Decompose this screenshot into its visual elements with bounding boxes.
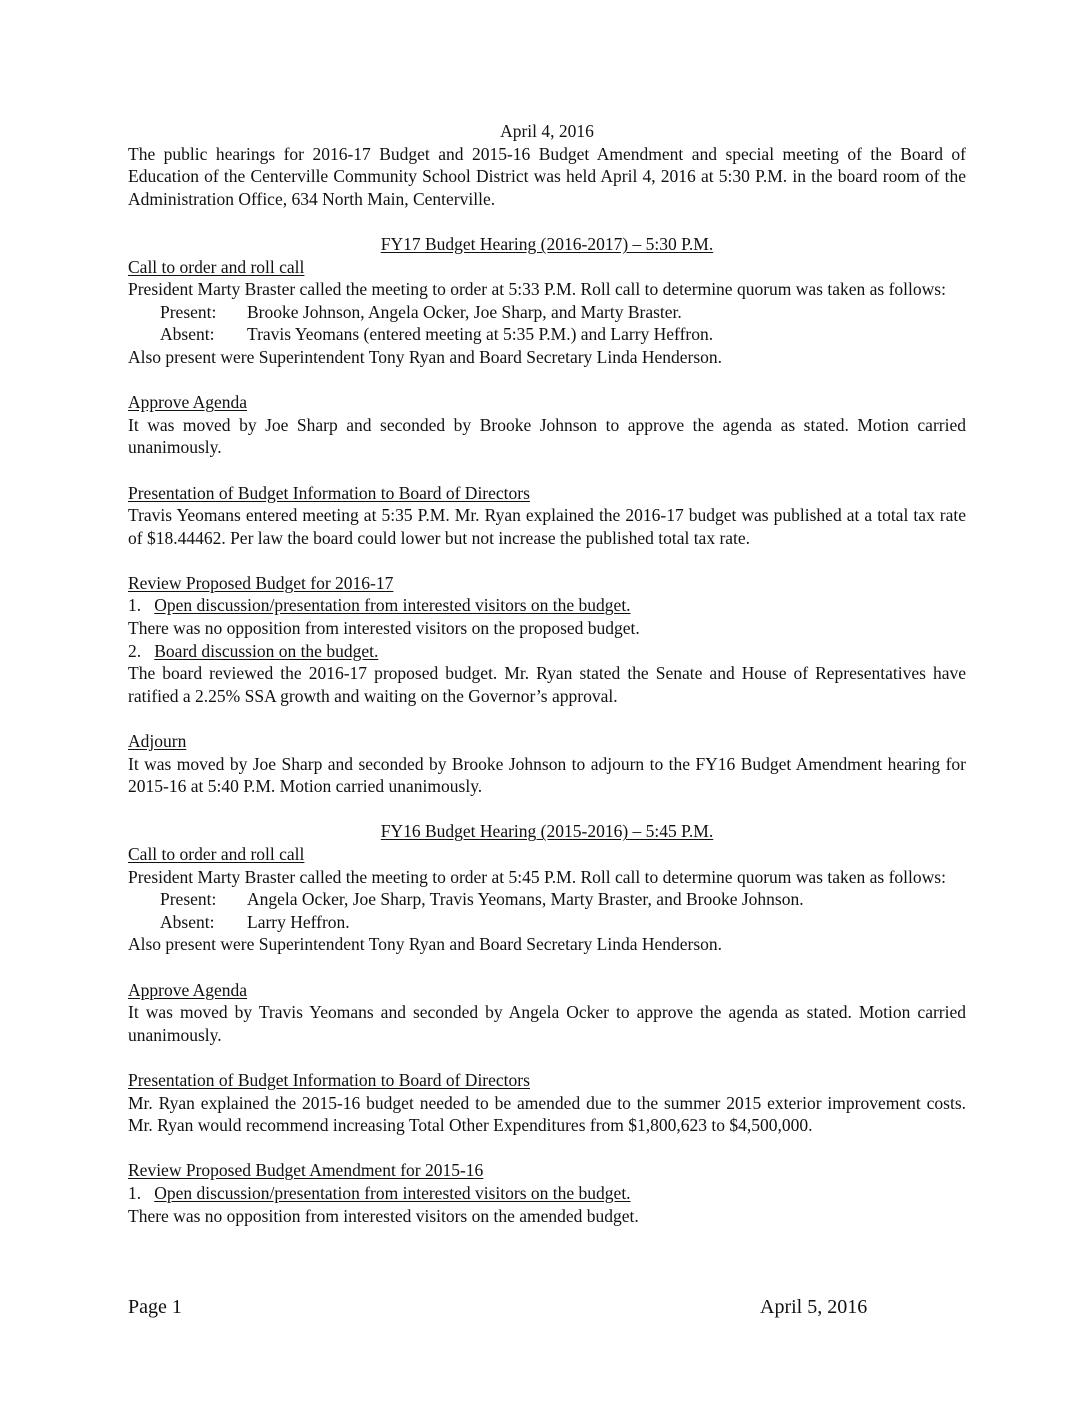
fy17-review-heading: Review Proposed Budget for 2016-17	[128, 572, 394, 593]
fy16-section-title: FY16 Budget Hearing (2015-2016) – 5:45 P.M.	[380, 821, 714, 842]
present-names: Brooke Johnson, Angela Ocker, Joe Sharp, and Marty Braster.	[247, 301, 682, 322]
fy16-presentation-heading: Presentation of Budget Information to Board of Directors	[128, 1069, 530, 1090]
fy17-item1-text: There was no opposition from interested visitors on the proposed budget.	[128, 618, 640, 639]
absent-names: Travis Yeomans (entered meeting at 5:35 P.M.) and Larry Heffron.	[247, 324, 714, 345]
fy16-presentation-text: Mr. Ryan explained the 2015-16 budget needed to be amended due to the summer 2015 exterior improvement costs. Mr. Ryan would recommend increasing Total Other Expenditures from $1,800,623 to $4,500,000.	[128, 1092, 966, 1136]
present-names: Angela Ocker, Joe Sharp, Travis Yeomans, Marty Braster, and Brooke Johnson.	[247, 889, 804, 910]
fy16-review-heading: Review Proposed Budget Amendment for 2015-16	[128, 1160, 484, 1181]
fy17-section-title: FY17 Budget Hearing (2016-2017) – 5:30 P.M.	[380, 233, 714, 254]
item-number: 1.	[128, 595, 142, 616]
fy17-item2-text: The board reviewed the 2016-17 proposed budget. Mr. Ryan stated the Senate and House of Representatives have ratified a 2.25% SSA growth and waiting on the Governor’s approval.	[128, 663, 966, 706]
fy17-present-row	[128, 301, 966, 324]
meeting-date: April 4, 2016	[500, 121, 594, 141]
fy16-item1-text: There was no opposition from interested visitors on the amended budget.	[128, 1205, 639, 1226]
fy17-presentation-text: Travis Yeomans entered meeting at 5:35 P.M. Mr. Ryan explained the 2016-17 budget was published at a total tax rate of $18.44462. Per law the board could lower but not increase the published total tax rate.	[128, 505, 966, 548]
absent-label: Absent:	[160, 911, 215, 932]
page-number: Page 1	[128, 1296, 182, 1318]
fy16-item1	[128, 1182, 966, 1205]
absent-names: Larry Heffron.	[247, 911, 350, 932]
fy16-call-heading: Call to order and roll call	[128, 844, 305, 864]
intro-paragraph: The public hearings for 2016-17 Budget and 2015-16 Budget Amendment and special meeting of the Board of Education of the Centerville Community School District was held April 4, 2016 at 5:30 P.M. in the board room of the Administration Office, 634 North Main, Centerville.	[128, 143, 966, 209]
fy16-also-present: Also present were Superintendent Tony Ryan and Board Secretary Linda Henderson.	[128, 934, 723, 955]
fy17-absent-row	[128, 323, 966, 346]
fy17-also-present: Also present were Superintendent Tony Ryan and Board Secretary Linda Henderson.	[128, 346, 723, 367]
footer-date: April 5, 2016	[760, 1296, 868, 1318]
minutes-body	[128, 120, 966, 1227]
present-label: Present:	[160, 301, 217, 322]
fy16-agenda-text: It was moved by Travis Yeomans and seconded by Angela Ocker to approve the agenda as stated. Motion carried unanimously.	[128, 1002, 966, 1045]
fy16-call-text: President Marty Braster called the meeting to order at 5:45 P.M. Roll call to determine quorum was taken as follows:	[128, 866, 946, 887]
fy17-adjourn-text: It was moved by Joe Sharp and seconded by Brooke Johnson to adjourn to the FY16 Budget Amendment hearing for 2015-16 at 5:40 P.M. Motion carried unanimously.	[128, 753, 966, 797]
item-number: 2.	[128, 640, 142, 661]
page-footer	[128, 1294, 966, 1322]
fy17-item2	[128, 640, 966, 663]
item-label: Open discussion/presentation from interested visitors on the budget.	[154, 595, 631, 616]
item-label: Board discussion on the budget.	[154, 640, 379, 661]
present-label: Present:	[160, 889, 217, 910]
item-number: 1.	[128, 1182, 142, 1203]
fy17-adjourn-heading: Adjourn	[128, 731, 187, 752]
fy17-call-text: President Marty Braster called the meeting to order at 5:33 P.M. Roll call to determine quorum was taken as follows:	[128, 279, 946, 300]
item-label: Open discussion/presentation from interested visitors on the budget.	[154, 1182, 631, 1203]
fy17-item1	[128, 594, 966, 617]
fy16-agenda-heading: Approve Agenda	[128, 979, 248, 1000]
absent-label: Absent:	[160, 324, 215, 345]
fy17-call-heading: Call to order and roll call	[128, 256, 305, 277]
fy16-absent-row	[128, 911, 966, 934]
fy17-presentation-heading: Presentation of Budget Information to Board of Directors	[128, 482, 530, 503]
fy17-agenda-text: It was moved by Joe Sharp and seconded by Brooke Johnson to approve the agenda as stated. Motion carried unanimously.	[128, 414, 966, 458]
fy16-present-row	[128, 888, 966, 911]
fy17-agenda-heading: Approve Agenda	[128, 392, 248, 413]
